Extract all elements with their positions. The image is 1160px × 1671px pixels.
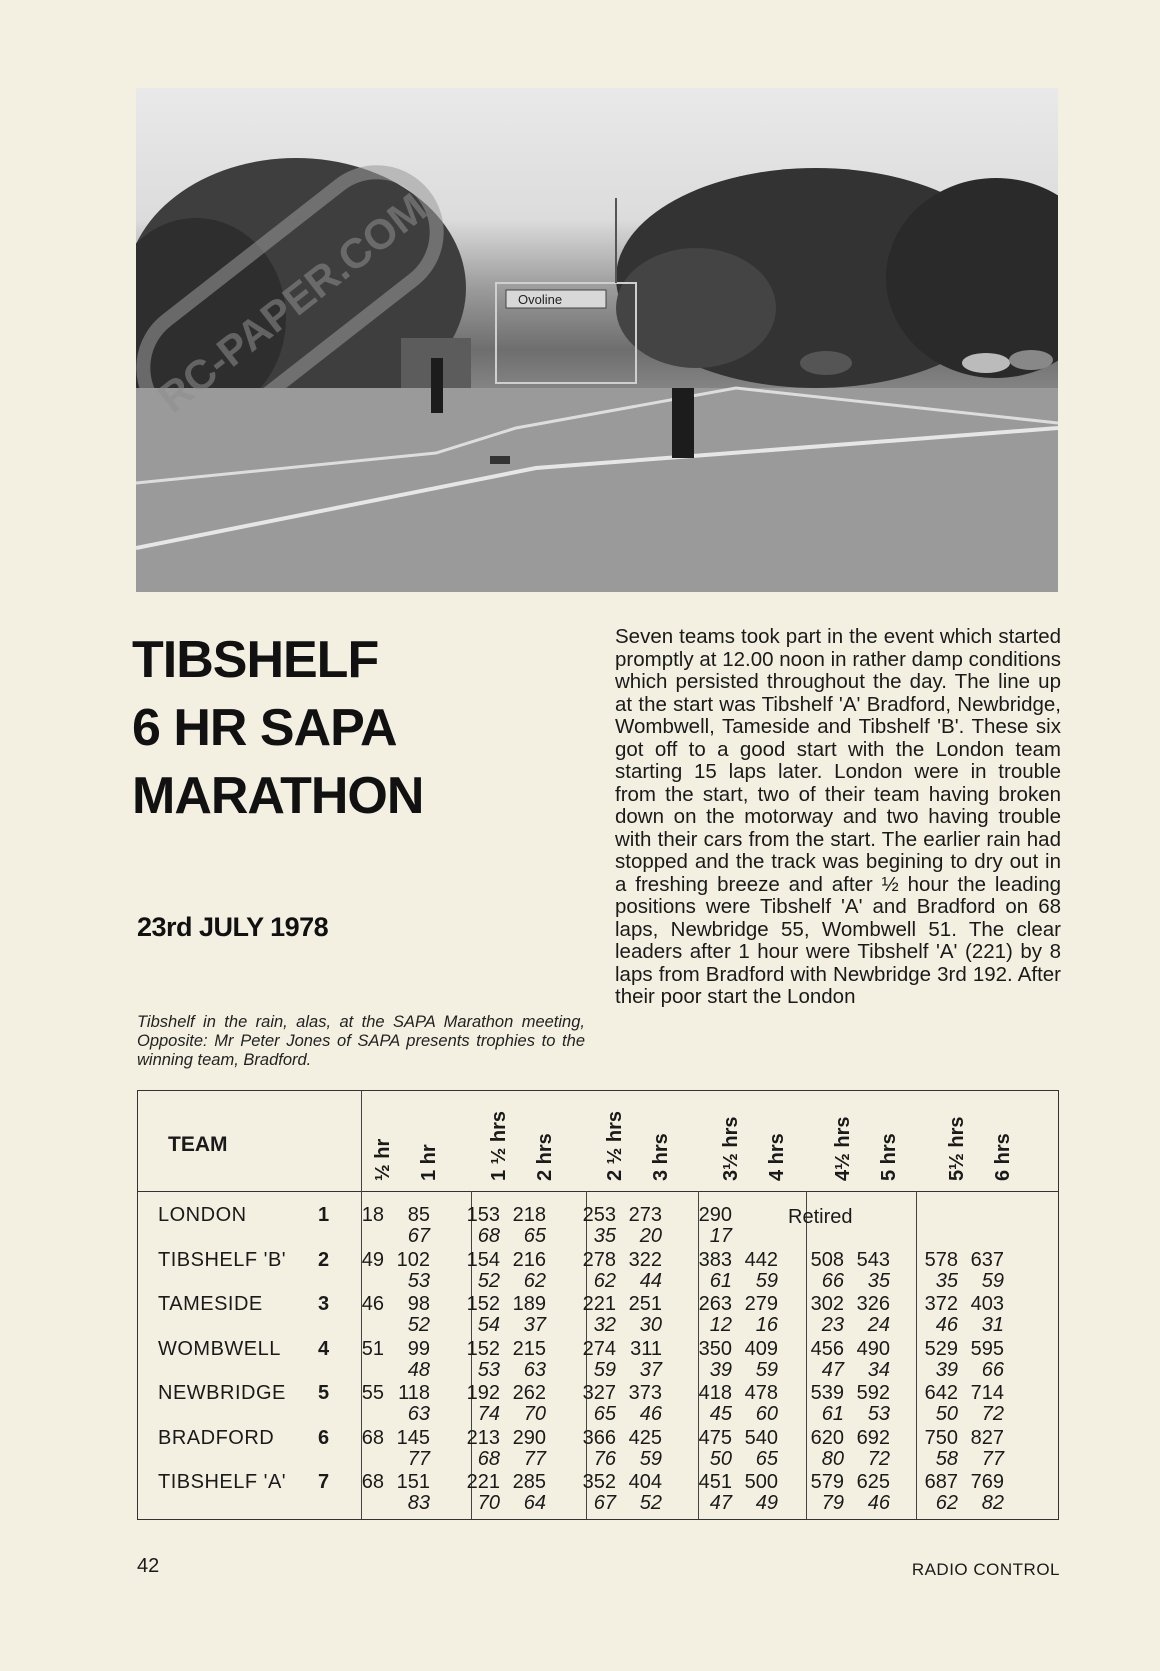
lap-difference: 62: [935, 1492, 958, 1514]
article-body: Seven teams took part in the event which started promptly at 12.00 noon in rather damp conditions which persisted throughout the day. The line up at the start was Tibshelf 'A' Bradford, Newbridge, Wombwell, Tameside and Tibshelf 'B'. These six got off to a good start with the London team starting 15 laps later. London were in trouble from the start, two of their team having broken down on the motorway and two having trouble with their cars from the start. The earlier rain had stopped and the track was begining to dry out in a freshing breeze and after ½ hour the leading positions were Tibshelf 'A' and Bradford on 68 laps, Newbridge 55, Wombwell 51. The clear leaders after 1 hour were Tibshelf 'A' (221) by 8 laps from Bradford with Newbridge 3rd 192. After their poor start the London: [615, 625, 1061, 1008]
lap-difference: 79: [821, 1492, 844, 1514]
column-header: 6 hrs: [992, 1133, 1014, 1181]
lap-count: 372: [924, 1293, 958, 1315]
lap-count: 253: [582, 1204, 616, 1226]
lap-difference: 59: [593, 1358, 616, 1381]
lap-count: 326: [856, 1293, 890, 1315]
lap-difference: 31: [981, 1314, 1004, 1336]
team-position: 3: [318, 1293, 330, 1315]
lap-count: 218: [512, 1204, 546, 1226]
lap-count: 750: [924, 1426, 958, 1449]
lap-count: 352: [582, 1471, 616, 1493]
lap-difference: 61: [821, 1403, 844, 1425]
lap-count: 290: [512, 1426, 546, 1449]
title-line-3: MARATHON: [132, 767, 424, 825]
lap-difference: 77: [981, 1447, 1004, 1470]
lap-count: 278: [582, 1248, 616, 1271]
lap-count: 327: [582, 1382, 616, 1404]
column-header: ½ hr: [372, 1138, 394, 1181]
lap-count: 539: [810, 1382, 844, 1404]
lap-count: 456: [810, 1337, 844, 1360]
column-header: 4½ hrs: [832, 1116, 854, 1181]
lap-count: 46: [361, 1293, 384, 1315]
team-name: NEWBRIDGE: [158, 1382, 286, 1404]
lap-difference: 35: [935, 1269, 958, 1292]
lap-count: 49: [361, 1248, 384, 1271]
lap-difference: 53: [407, 1269, 430, 1292]
lap-difference: 64: [523, 1492, 546, 1514]
column-header: 5 hrs: [878, 1133, 900, 1181]
lap-difference: 83: [407, 1492, 430, 1514]
lap-difference: 17: [709, 1225, 732, 1247]
scoreboard-label: Ovoline: [518, 292, 563, 307]
team-name: LONDON: [158, 1204, 247, 1226]
lap-difference: 74: [477, 1403, 500, 1425]
lap-difference: 30: [639, 1314, 662, 1336]
lap-count: 68: [361, 1471, 384, 1493]
lap-difference: 66: [821, 1269, 844, 1292]
magazine-name: RADIO CONTROL: [911, 1560, 1060, 1579]
title-line-1: TIBSHELF: [132, 631, 379, 689]
lap-count: 251: [628, 1293, 662, 1315]
column-header: 1 ½ hrs: [488, 1110, 510, 1181]
lap-count: 99: [407, 1337, 430, 1360]
lap-difference: 37: [523, 1314, 546, 1336]
lap-difference: 70: [477, 1492, 500, 1514]
lap-count: 274: [582, 1337, 616, 1360]
team-column-header: TEAM: [168, 1133, 228, 1156]
lap-count: 51: [361, 1337, 384, 1360]
lap-count: 404: [628, 1471, 662, 1493]
lap-count: 153: [466, 1204, 500, 1226]
lap-count: 769: [970, 1471, 1004, 1493]
lap-count: 221: [466, 1471, 500, 1493]
lap-difference: 77: [407, 1447, 430, 1470]
lap-count: 714: [970, 1382, 1004, 1404]
lap-count: 151: [396, 1471, 430, 1493]
lap-count: 118: [398, 1382, 430, 1404]
lap-difference: 46: [935, 1314, 958, 1336]
lap-difference: 63: [523, 1358, 546, 1381]
lap-difference: 76: [593, 1447, 616, 1470]
lap-count: 592: [856, 1382, 890, 1404]
results-table: [137, 1090, 1059, 1520]
lap-difference: 58: [935, 1447, 958, 1470]
lap-count: 55: [361, 1382, 384, 1404]
column-header: 5½ hrs: [946, 1116, 968, 1181]
lap-count: 366: [582, 1426, 616, 1449]
lap-count: 508: [810, 1248, 844, 1271]
lap-count: 373: [628, 1382, 662, 1404]
lap-difference: 46: [639, 1403, 662, 1425]
lap-difference: 59: [755, 1358, 778, 1381]
page-number: 42: [137, 1555, 160, 1577]
lap-difference: 20: [639, 1225, 662, 1247]
lap-difference: 53: [477, 1358, 500, 1381]
photo-caption: Tibshelf in the rain, alas, at the SAPA Marathon meeting, Opposite: Mr Peter Jones of SAPA presents trophies to the winning team, Bradford.: [137, 1013, 585, 1069]
lap-count: 442: [744, 1248, 778, 1271]
lap-count: 579: [810, 1471, 844, 1493]
lap-difference: 32: [593, 1314, 616, 1336]
lap-count: 311: [630, 1337, 662, 1360]
lap-difference: 49: [755, 1492, 778, 1514]
team-position: 4: [318, 1337, 330, 1360]
lap-count: 279: [744, 1293, 778, 1315]
lap-count: 625: [856, 1471, 890, 1493]
lap-difference: 45: [709, 1403, 732, 1425]
lap-count: 273: [628, 1204, 662, 1226]
lap-difference: 34: [867, 1358, 890, 1381]
team-position: 1: [318, 1204, 330, 1226]
team-name: TAMESIDE: [158, 1293, 263, 1315]
lap-count: 540: [744, 1426, 778, 1449]
lap-difference: 59: [755, 1269, 778, 1292]
lap-difference: 37: [639, 1358, 662, 1381]
team-name: TIBSHELF 'A': [158, 1471, 287, 1493]
lap-difference: 66: [981, 1358, 1004, 1381]
lap-count: 383: [698, 1248, 732, 1271]
lap-difference: 62: [593, 1269, 616, 1292]
lap-count: 620: [810, 1426, 844, 1449]
lap-difference: 59: [639, 1447, 662, 1470]
lap-difference: 23: [821, 1314, 844, 1336]
lap-count: 451: [698, 1471, 732, 1493]
lap-difference: 68: [477, 1447, 500, 1470]
lap-difference: 68: [477, 1225, 500, 1247]
article-title: [132, 626, 423, 830]
lap-difference: 24: [867, 1314, 890, 1336]
lap-difference: 35: [867, 1269, 890, 1292]
team-name: WOMBWELL: [158, 1337, 281, 1360]
lap-count: 85: [407, 1204, 430, 1226]
lap-count: 154: [466, 1248, 500, 1271]
lap-count: 152: [466, 1293, 500, 1315]
lap-difference: 46: [867, 1492, 890, 1514]
column-header: 2 ½ hrs: [604, 1110, 626, 1181]
lap-difference: 39: [709, 1358, 732, 1381]
team-position: 7: [318, 1471, 330, 1493]
lap-difference: 35: [593, 1225, 616, 1247]
lap-count: 687: [924, 1471, 958, 1493]
lap-count: 500: [744, 1471, 778, 1493]
lap-count: 145: [396, 1426, 430, 1449]
column-header: 3 hrs: [650, 1133, 672, 1181]
lap-difference: 77: [523, 1447, 546, 1470]
team-position: 6: [318, 1426, 330, 1449]
lap-count: 192: [466, 1382, 500, 1404]
lap-count: 350: [698, 1337, 732, 1360]
lap-difference: 60: [755, 1403, 778, 1425]
column-header: 3½ hrs: [720, 1116, 742, 1181]
lap-count: 403: [970, 1293, 1004, 1315]
lap-difference: 44: [639, 1269, 662, 1292]
lap-count: 529: [924, 1337, 958, 1360]
lap-count: 290: [698, 1204, 732, 1226]
title-line-2: 6 HR SAPA: [132, 699, 397, 757]
lap-difference: 52: [639, 1492, 662, 1514]
lap-difference: 70: [523, 1403, 546, 1425]
lap-difference: 62: [523, 1269, 546, 1292]
lap-difference: 48: [407, 1358, 430, 1381]
lap-count: 543: [856, 1248, 890, 1271]
lap-difference: 50: [935, 1403, 958, 1425]
team-name: BRADFORD: [158, 1426, 275, 1449]
lap-count: 692: [856, 1426, 890, 1449]
watermark-text: RC-PAPER.COM: [149, 183, 436, 422]
lap-difference: 63: [407, 1403, 430, 1425]
lap-count: 213: [466, 1426, 500, 1449]
lap-count: 216: [512, 1248, 546, 1271]
column-header: 2 hrs: [534, 1133, 556, 1181]
lap-count: 490: [856, 1337, 890, 1360]
lap-difference: 47: [709, 1492, 732, 1514]
lap-count: 285: [512, 1471, 546, 1493]
lap-difference: 52: [477, 1269, 500, 1292]
lap-count: 642: [924, 1382, 958, 1404]
lap-difference: 54: [477, 1314, 500, 1336]
lap-count: 189: [512, 1293, 546, 1315]
lap-count: 827: [970, 1426, 1004, 1449]
lap-difference: 12: [709, 1314, 732, 1336]
lap-count: 152: [466, 1337, 500, 1360]
lap-difference: 39: [935, 1358, 958, 1381]
lap-count: 215: [512, 1337, 546, 1360]
lap-count: 637: [970, 1248, 1004, 1271]
lap-difference: 50: [709, 1447, 732, 1470]
lap-difference: 72: [981, 1403, 1004, 1425]
team-position: 5: [318, 1382, 330, 1404]
lap-count: 302: [810, 1293, 844, 1315]
lap-count: 262: [512, 1382, 546, 1404]
retired-label: Retired: [788, 1206, 853, 1228]
lap-difference: 61: [709, 1269, 732, 1292]
lap-difference: 52: [407, 1314, 430, 1336]
lap-difference: 80: [821, 1447, 844, 1470]
lap-count: 221: [582, 1293, 616, 1315]
lap-count: 102: [396, 1248, 430, 1271]
lap-count: 425: [628, 1426, 662, 1449]
lap-difference: 67: [407, 1225, 430, 1247]
team-name: TIBSHELF 'B': [158, 1248, 287, 1271]
lap-difference: 59: [981, 1269, 1004, 1292]
lap-count: 418: [698, 1382, 732, 1404]
lap-difference: 65: [755, 1447, 778, 1470]
lap-difference: 53: [867, 1403, 890, 1425]
lap-count: 475: [698, 1426, 732, 1449]
table-header-rule: [138, 1191, 1058, 1192]
lap-difference: 82: [981, 1492, 1004, 1514]
lap-difference: 16: [755, 1314, 778, 1336]
column-header: 4 hrs: [766, 1133, 788, 1181]
lap-difference: 47: [821, 1358, 844, 1381]
lap-count: 263: [698, 1293, 732, 1315]
lap-count: 578: [924, 1248, 958, 1271]
lap-count: 68: [361, 1426, 384, 1449]
column-header: 1 hr: [418, 1144, 440, 1181]
lap-count: 595: [970, 1337, 1004, 1360]
lap-count: 18: [361, 1204, 384, 1226]
event-date: 23rd JULY 1978: [137, 912, 329, 942]
lap-difference: 65: [523, 1225, 546, 1247]
lap-count: 478: [744, 1382, 778, 1404]
lap-difference: 67: [593, 1492, 616, 1514]
lap-difference: 72: [867, 1447, 890, 1470]
lap-difference: 65: [593, 1403, 616, 1425]
lap-count: 98: [407, 1293, 430, 1315]
lap-count: 409: [744, 1337, 778, 1360]
watermark-logo: [80, 90, 500, 510]
lap-count: 322: [628, 1248, 662, 1271]
team-position: 2: [318, 1248, 330, 1271]
